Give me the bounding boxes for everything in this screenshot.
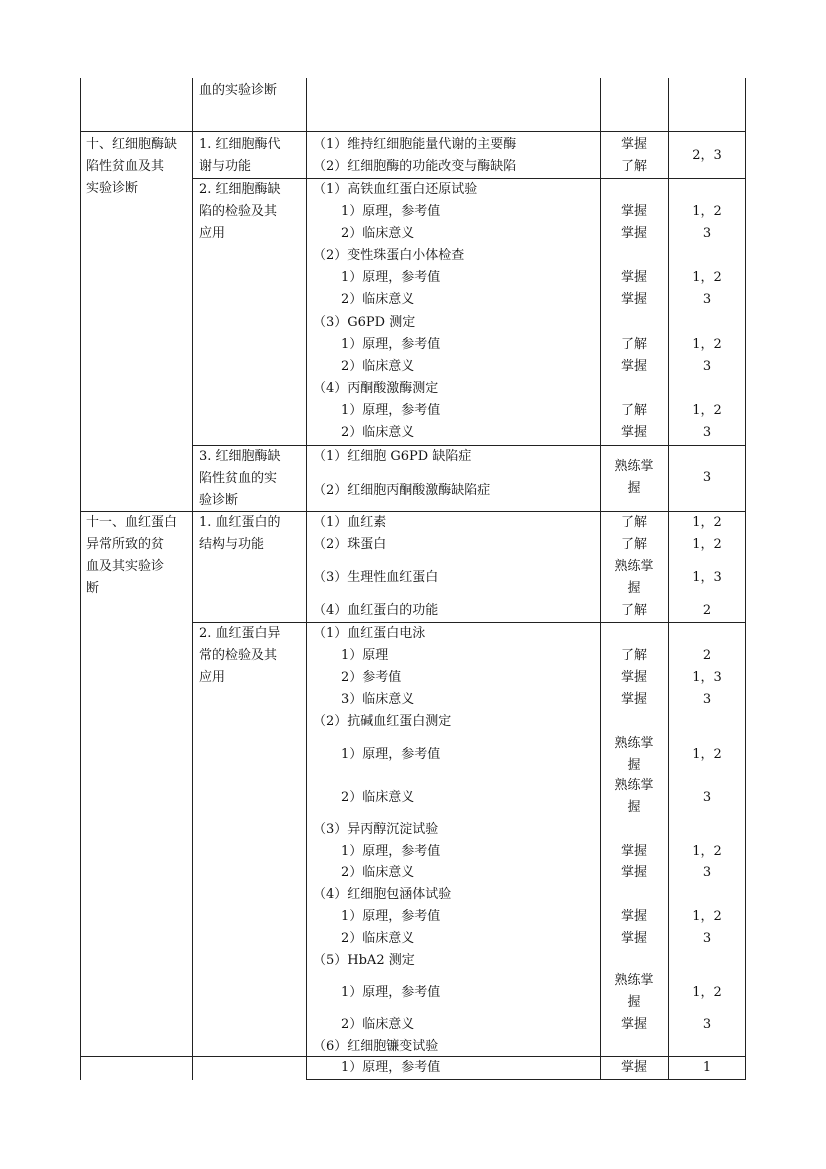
requirement-level: 熟练掌 — [614, 559, 654, 574]
exam-unit-ref: 1，2 — [692, 270, 722, 285]
exam-unit-ref: 1，2 — [692, 844, 722, 859]
requirement-level: 了解 — [620, 537, 647, 552]
content-item: （2）红细胞丙酮酸激酶缺陷症 — [313, 483, 491, 498]
exam-unit-ref: 3 — [702, 931, 712, 946]
requirement-level: 掌握 — [620, 931, 647, 946]
exam-unit-ref: 3 — [702, 359, 712, 374]
content-subitem: 2）参考值 — [341, 670, 402, 685]
content-subitem: 2）临床意义 — [341, 226, 415, 241]
content-subitem: 2）临床意义 — [341, 292, 415, 307]
unit-title-line: 血及其实验诊 — [86, 559, 165, 574]
content-item: （3）G6PD 测定 — [313, 315, 416, 330]
requirement-level: 掌握 — [620, 865, 647, 880]
exam-unit-ref: 3 — [702, 692, 712, 707]
subtopic-title-line: 应用 — [199, 670, 226, 685]
requirement-level: 熟练掌 — [614, 778, 654, 793]
exam-unit-ref: 1，3 — [692, 670, 722, 685]
exam-unit-ref: 3 — [702, 425, 712, 440]
exam-unit-ref: 1 — [702, 1060, 712, 1075]
exam-unit-ref: 2 — [702, 603, 712, 618]
requirement-level: 握 — [627, 481, 641, 496]
subtopic-title-line: 验诊断 — [199, 493, 239, 508]
unit-title-line: 陷性贫血及其 — [86, 159, 165, 174]
content-subitem: 2）临床意义 — [341, 1017, 415, 1032]
content-subitem: 2）临床意义 — [341, 425, 415, 440]
requirement-level: 熟练掌 — [614, 459, 654, 474]
content-subitem: 1）原理，参考值 — [341, 1060, 441, 1075]
unit-title-line: 异常所致的贫 — [86, 537, 165, 552]
content-subitem: 1）原理，参考值 — [341, 337, 441, 352]
unit-title-line: 实验诊断 — [86, 181, 139, 196]
requirement-level: 了解 — [620, 648, 647, 663]
content-item: （1）红细胞 G6PD 缺陷症 — [313, 449, 472, 464]
exam-unit-ref: 2，3 — [692, 148, 722, 163]
exam-unit-ref: 1，2 — [692, 909, 722, 924]
requirement-level: 掌握 — [620, 670, 647, 685]
exam-unit-ref: 2 — [702, 648, 712, 663]
requirement-level: 了解 — [620, 515, 647, 530]
content-subitem: 1）原理，参考值 — [341, 204, 441, 219]
requirement-level: 掌握 — [620, 909, 647, 924]
requirement-level: 掌握 — [620, 226, 647, 241]
content-item: （1）维持红细胞能量代谢的主要酶 — [313, 137, 517, 152]
exam-unit-ref: 3 — [702, 292, 712, 307]
exam-unit-ref: 1，2 — [692, 403, 722, 418]
requirement-level: 握 — [627, 758, 641, 773]
content-subitem: 1）原理，参考值 — [341, 985, 441, 1000]
subtopic-title-line: 3. 红细胞酶缺 — [199, 449, 281, 464]
subtopic-title-line: 陷性贫血的实 — [199, 471, 278, 486]
requirement-level: 掌握 — [620, 137, 647, 152]
exam-unit-ref: 3 — [702, 226, 712, 241]
exam-unit-ref: 1，2 — [692, 515, 722, 530]
content-item: （3）生理性血红蛋白 — [313, 570, 439, 585]
content-item: （2）红细胞酶的功能改变与酶缺陷 — [313, 159, 517, 174]
unit-title-line: 十、红细胞酶缺 — [86, 137, 178, 152]
requirement-level: 了解 — [620, 337, 647, 352]
subtopic-title-continued: 血的实验诊断 — [199, 83, 278, 98]
requirement-level: 握 — [627, 800, 641, 815]
content-item: （2）抗碱血红蛋白测定 — [313, 714, 452, 729]
exam-unit-ref: 3 — [702, 865, 712, 880]
requirement-level: 掌握 — [620, 692, 647, 707]
subtopic-title-line: 谢与功能 — [199, 159, 252, 174]
requirement-level: 了解 — [620, 403, 647, 418]
requirement-level: 掌握 — [620, 1060, 647, 1075]
requirement-level: 握 — [627, 995, 641, 1010]
unit-title-line: 断 — [86, 581, 100, 596]
content-item: （6）红细胞镰变试验 — [313, 1039, 439, 1054]
requirement-level: 掌握 — [620, 1017, 647, 1032]
requirement-level: 掌握 — [620, 359, 647, 374]
content-subitem: 1）原理，参考值 — [341, 909, 441, 924]
table-border-left — [80, 78, 81, 1080]
content-subitem: 1）原理，参考值 — [341, 747, 441, 762]
requirement-level: 握 — [627, 581, 641, 596]
content-item: （1）血红素 — [313, 515, 387, 530]
col-divider-1 — [192, 78, 193, 1080]
content-item: （4）红细胞包涵体试验 — [313, 887, 452, 902]
exam-unit-ref: 3 — [702, 470, 712, 485]
exam-unit-ref: 1，2 — [692, 747, 722, 762]
subtopic-title-line: 结构与功能 — [199, 537, 265, 552]
content-subitem: 2）临床意义 — [341, 359, 415, 374]
requirement-level: 掌握 — [620, 204, 647, 219]
content-item: （5）HbA2 测定 — [313, 953, 415, 968]
col-divider-2 — [306, 78, 307, 1080]
content-item: （4）丙酮酸激酶测定 — [313, 381, 439, 396]
subtopic-title-line: 1. 血红蛋白的 — [199, 515, 281, 530]
row-border — [306, 1079, 746, 1080]
content-item: （3）异丙醇沉淀试验 — [313, 822, 439, 837]
subtopic-title-line: 常的检验及其 — [199, 648, 278, 663]
requirement-level: 熟练掌 — [614, 973, 654, 988]
content-subitem: 1）原理 — [341, 648, 389, 663]
subtopic-title-line: 陷的检验及其 — [199, 204, 278, 219]
content-subitem: 3）临床意义 — [341, 692, 415, 707]
content-subitem: 2）临床意义 — [341, 931, 415, 946]
content-item: （1）高铁血红蛋白还原试验 — [313, 182, 478, 197]
content-subitem: 2）临床意义 — [341, 790, 415, 805]
subtopic-title-line: 1. 红细胞酶代 — [199, 137, 281, 152]
content-subitem: 1）原理，参考值 — [341, 270, 441, 285]
requirement-level: 熟练掌 — [614, 736, 654, 751]
requirement-level: 掌握 — [620, 844, 647, 859]
exam-unit-ref: 3 — [702, 790, 712, 805]
content-subitem: 1）原理，参考值 — [341, 844, 441, 859]
content-item: （4）血红蛋白的功能 — [313, 603, 439, 618]
requirement-level: 掌握 — [620, 270, 647, 285]
exam-unit-ref: 1，2 — [692, 985, 722, 1000]
row-border — [80, 131, 746, 132]
subtopic-title-line: 应用 — [199, 226, 226, 241]
requirement-level: 了解 — [620, 159, 647, 174]
content-item: （2）珠蛋白 — [313, 537, 387, 552]
content-subitem: 2）临床意义 — [341, 865, 415, 880]
subtopic-title-line: 2. 红细胞酶缺 — [199, 182, 281, 197]
unit-title-line: 十一、血红蛋白 — [86, 515, 178, 530]
exam-unit-ref: 1，3 — [692, 570, 722, 585]
exam-unit-ref: 1，2 — [692, 337, 722, 352]
requirement-level: 掌握 — [620, 292, 647, 307]
requirement-level: 了解 — [620, 603, 647, 618]
exam-unit-ref: 1，2 — [692, 204, 722, 219]
content-subitem: 1）原理，参考值 — [341, 403, 441, 418]
content-item: （2）变性珠蛋白小体检查 — [313, 248, 465, 263]
content-item: （1）血红蛋白电泳 — [313, 626, 426, 641]
requirement-level: 掌握 — [620, 425, 647, 440]
exam-unit-ref: 1，2 — [692, 537, 722, 552]
subtopic-title-line: 2. 血红蛋白异 — [199, 626, 281, 641]
exam-unit-ref: 3 — [702, 1017, 712, 1032]
